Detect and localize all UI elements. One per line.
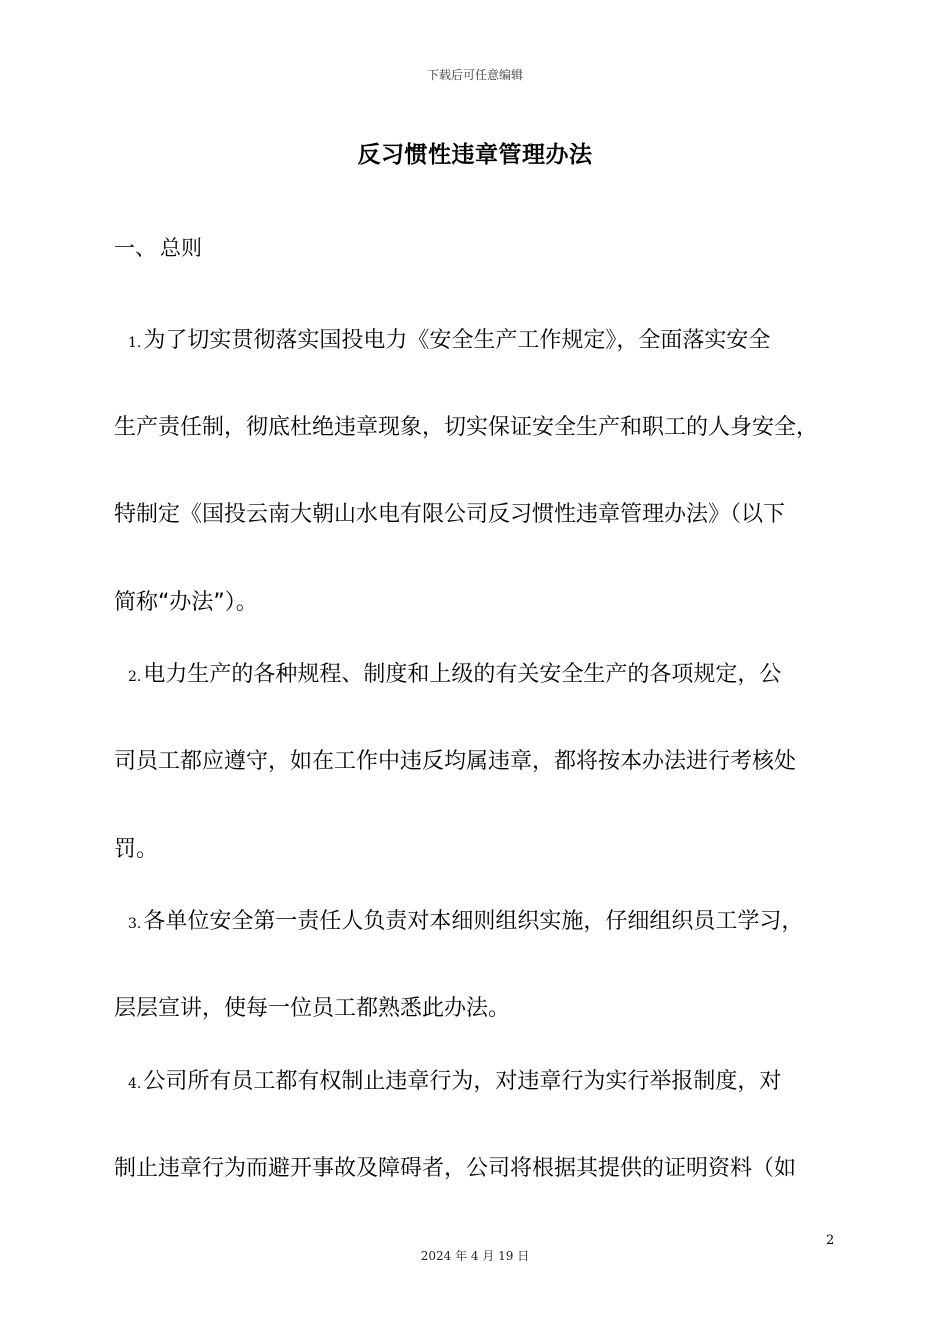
line-text: 为了切实贯彻落实国投电力《安全生产工作规定》，全面落实安全 xyxy=(143,328,771,353)
body-line xyxy=(114,994,854,1024)
header-note: 下载后可任意编辑 xyxy=(426,68,523,82)
section-title: 总则 xyxy=(160,236,202,260)
line-text: 电力生产的各种规程、制度和上级的有关安全生产的各项规定，公 xyxy=(143,662,782,687)
body-line xyxy=(114,413,854,443)
body-line xyxy=(114,835,854,865)
line-text: 生产责任制，彻底杜绝违章现象，切实保证安全生产和职工的人身安全， xyxy=(114,415,819,440)
line-text: 简称“办法”）。 xyxy=(114,590,258,615)
body-line xyxy=(114,500,854,530)
body-line xyxy=(114,1067,854,1099)
page-number: 2 xyxy=(826,1233,835,1248)
body-line xyxy=(114,747,854,777)
body-line xyxy=(114,588,854,618)
line-text: 特制定《国投云南大朝山水电有限公司反习惯性违章管理办法》（以下 xyxy=(114,502,786,527)
body-line xyxy=(114,660,854,692)
item-number: 3. xyxy=(128,916,142,932)
body-line xyxy=(114,907,854,939)
section-heading xyxy=(114,232,202,262)
footer-date: 2024 年 4 月 19 日 xyxy=(420,1249,530,1263)
line-text: 公司所有员工都有权制止违章行为，对违章行为实行举报制度，对 xyxy=(143,1069,782,1094)
line-text: 罚。 xyxy=(114,837,159,862)
line-text: 司员工都应遵守，如在工作中违反均属违章，都将按本办法进行考核处 xyxy=(114,749,797,774)
section-number: 一、 xyxy=(114,236,156,260)
line-text: 制止违章行为而避开事故及障碍者，公司将根据其提供的证明资料（如 xyxy=(114,1156,797,1181)
item-number: 2. xyxy=(128,669,142,685)
body-line xyxy=(114,1154,854,1184)
body-line xyxy=(114,326,854,358)
line-text: 各单位安全第一责任人负责对本细则组织实施，仔细组织员工学习， xyxy=(143,909,804,934)
document-title: 反习惯性违章管理办法 xyxy=(357,142,593,168)
item-number: 1. xyxy=(128,335,142,351)
item-number: 4. xyxy=(128,1076,142,1092)
line-text: 层层宣讲，使每一位员工都熟悉此办法。 xyxy=(114,996,511,1021)
